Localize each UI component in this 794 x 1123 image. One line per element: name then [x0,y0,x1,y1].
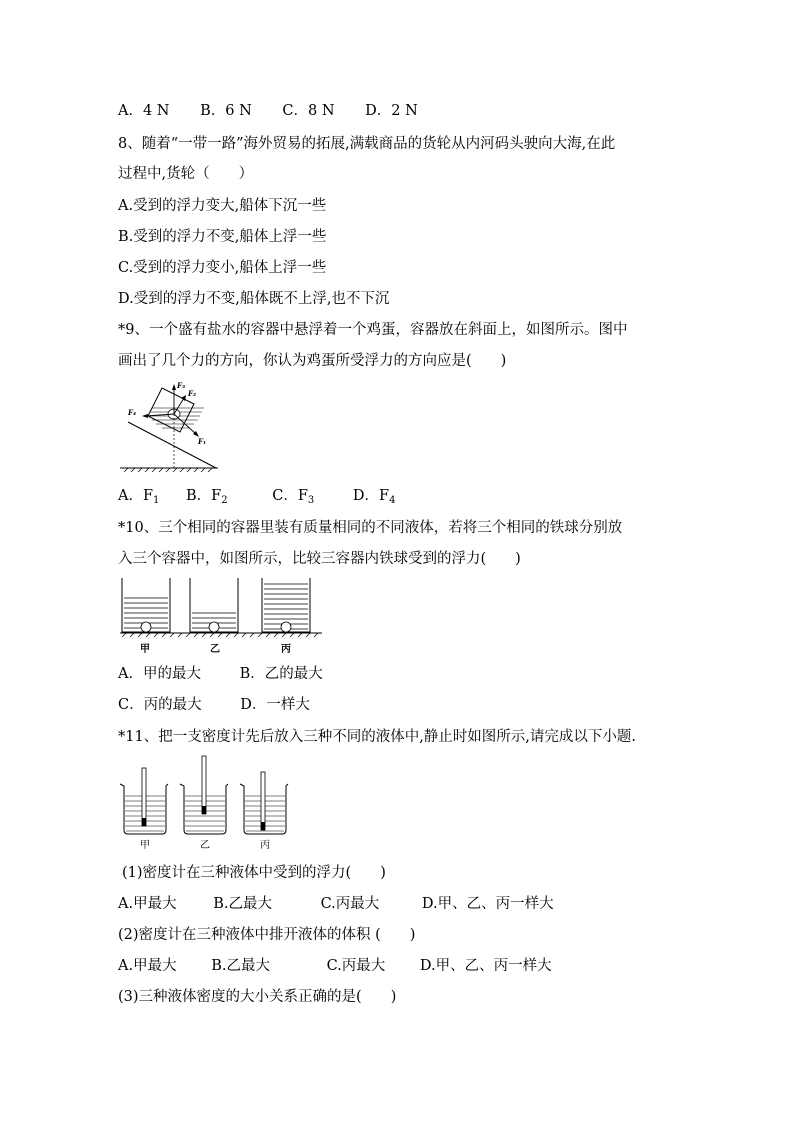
q10-label-yi: 乙 [210,644,220,655]
q7-option-c: C．8 N [282,103,335,119]
q10-option-d: D．一样大 [240,697,310,713]
q11-label-bing: 丙 [260,840,270,851]
q9-option-a: A．$F_1$ [118,488,160,506]
q8-option-b: B.受到的浮力不变,船体上浮一些 [118,229,327,245]
q10-option-c: C．丙的最大 [118,697,202,713]
q10-options-row1 [118,664,323,684]
q11-sub1-stem: (1)密度计在三种液体中受到的浮力( ) [122,865,386,881]
q11-sub2-stem: (2)密度计在三种液体中排开液体的体积 ( ) [118,927,416,943]
q11-sub3-stem: (3)三种液体密度的大小关系正确的是( ) [118,989,397,1005]
q11-label-jia: 甲 [140,840,150,851]
q10-option-b: B．乙的最大 [239,666,323,682]
q11-sub1-option-b: B.乙最大 [213,896,272,912]
q10-containers-figure [118,576,324,658]
q11-sub2-option-d: D.甲、乙、丙一样大 [419,958,552,974]
q7-options [118,101,418,121]
q10-stem-line2: 入三个容器中，如图所示，比较三容器内铁球受到的浮力( ) [118,551,521,567]
q11-sub2-options [118,956,552,976]
q11-sub1-option-a: A.甲最大 [118,896,177,912]
q9-label-f3: F₃ [177,381,186,390]
q11-sub2-option-a: A.甲最大 [118,958,177,974]
q11-sub1-option-c: C.丙最大 [320,896,380,912]
q9-option-b: B．$F_2$ [186,488,228,506]
q10-label-bing: 丙 [281,644,291,655]
q9-label-f1: F₁ [198,437,207,446]
q8-stem-line2: 过程中,货轮（ ） [118,166,254,182]
q9-options [118,486,395,511]
q7-option-b: B．6 N [200,103,252,119]
q9-option-c: C．$F_3$ [272,488,315,506]
q8-option-c: C.受到的浮力变小,船体上浮一些 [118,260,327,276]
q9-stem-line2: 画出了几个力的方向，你认为鸡蛋所受浮力的方向应是( ) [118,353,507,369]
q11-sub1-option-d: D.甲、乙、丙一样大 [421,896,554,912]
q10-option-a: A．甲的最大 [118,666,201,682]
q11-sub2-option-b: B.乙最大 [211,958,270,974]
q11-stem: *11、把一支密度计先后放入三种不同的液体中,静止时如图所示,请完成以下小题. [118,729,637,745]
q11-hydrometers-figure [118,754,304,852]
q9-stem-line1: *9、一个盛有盐水的容器中悬浮着一个鸡蛋，容器放在斜面上，如图所示。图中 [118,322,628,338]
q10-label-jia: 甲 [140,644,150,655]
q8-option-d: D.受到的浮力不变,船体既不上浮,也不下沉 [118,291,390,307]
q8-stem-line1: 8、随着“一带一路”海外贸易的拓展,满载商品的货轮从内河码头驶向大海,在此 [118,136,616,152]
q10-options-row2 [118,695,310,715]
q7-option-d: D．2 N [365,103,418,119]
q9-option-d: D．$F_4$ [352,488,396,506]
q9-incline-figure [118,380,228,474]
q9-label-f4: F₄ [128,408,137,417]
q11-sub1-options [118,894,554,914]
q11-label-yi: 乙 [200,840,210,851]
q11-sub2-option-c: C.丙最大 [326,958,386,974]
q10-stem-line1: *10、三个相同的容器里装有质量相同的不同液体，若将三个相同的铁球分别放 [118,520,623,536]
q8-option-a: A.受到的浮力变大,船体下沉一些 [118,198,327,214]
q9-label-f2: F₂ [188,389,197,398]
q7-option-a: A．4 N [118,103,170,119]
